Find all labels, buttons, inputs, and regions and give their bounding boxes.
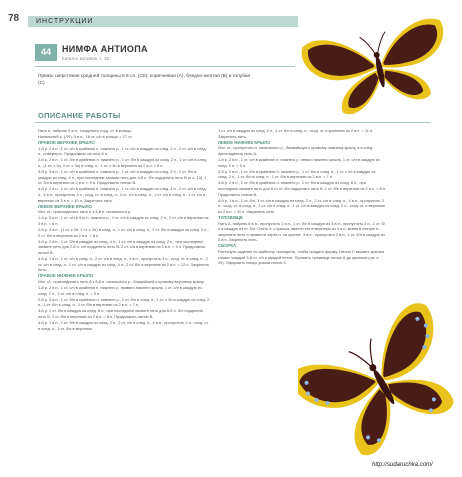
instruction-paragraph: 1-й р. 3 в.п., 1 ст. с/н в 4-ю п. нижнего р., 1 ст. с/н в каждую из след. 2 п., 2 ст. с/н в верхнюю из 3 в.п. = 6 п. <box>38 215 209 226</box>
instruction-paragraph: Растянуть изделие по шаблону, пропарить, чтобы придать форму. Нитью С вышить крылья глазки: каждый 3-й ст. с/н в каждой петле. Прошить туловище нитью А до крыльев (см. с. 25). Оформить концы усиков нитью С. <box>218 248 384 266</box>
butterfly-photo-bottom <box>298 300 462 465</box>
instruction-paragraph: 1-й р. 2 в.п., 1 ст. с/н в крайнюю п. нижнего р., 1 ст. с/н в каждую из след. 2 п., 2 ст. с/н в след. п., повернуть. Продолжать на этих 6 п. <box>38 145 207 157</box>
instruction-paragraph: 3-й р. 2 в.п., 1 ст. б/н в крайнюю п. нижнего р., 1 ст. б/н в каждую из след. 6 п., при последнем захвате нить для 6-го ст. б/н подцепить нить В, 1 ст. б/н в верхнюю из 2 в.п. = 8 п. Продолжить нитью В. <box>218 180 386 197</box>
subsection-heading: ЛЕВОЕ ВЕРХНЕЕ КРЫЛО <box>38 203 92 209</box>
instructions-right-column <box>218 128 386 266</box>
instruction-paragraph: 4-й р. 1 в.п., 1 ст. б/н в каждую из след. 2 п., 2 ст. с/н в след. п., 4 в.п., пропустить 2 п., сссд. ст. в след. п., 1 ст. б/н в верхнюю <box>38 320 209 331</box>
instruction-paragraph: 2-й р. 3 в.п., (1 ст. с 3н, 1 ст. с 2н) в след. п., 1 ст. с/н в след. п., 1 ст. б/н в каждую из след. 2 п., 2 ст. б/н в верхнюю из 2 в.п. = 8 п. <box>38 227 209 238</box>
butterfly-photo-top <box>298 10 458 122</box>
instruction-paragraph: Начальный р. (ЛЧ): 3 в.п., 16 ст. с/н в кольцо = 17 ст. <box>38 134 133 140</box>
instruction-paragraph: 1-й р. 2 в.п., 1 ст. с/н в крайнюю п. нижнего р. левого нижнего крыла, 1 ст. с/н в каждую из след. 2 п. = 5 п. <box>218 156 380 168</box>
instruction-paragraph: Изн. ст., присоединить нить А к 8-й п. начального р., ближайшей к правому верхнему крылу. <box>38 278 205 284</box>
project-number-badge: 44 <box>35 44 57 61</box>
header-section: ИНСТРУКЦИИ <box>36 18 94 25</box>
project-subtitle: Каталог мотивов, с. 32 <box>62 56 110 61</box>
instruction-paragraph: Нить А, набрать 5 в.п., соединить сссд. ст. в кольцо. <box>38 128 133 133</box>
instruction-paragraph: 1 ст. с/н в каждую из след. 2 п., 1 ст. б/н в след. п., сссд. ст. в крайнюю из 2 в.п. = 11 п. Закрепить нить. <box>218 128 374 139</box>
subsection-heading: СБОРКА <box>218 243 237 249</box>
instruction-paragraph: 2-й р. 2 в.п., 1 ст. б/н в крайнюю п. нижнего р., 1 ст. б/н в каждую из след. 2 п., 2 ст. с/н в след. п., (1 ст. с 2н, 1 ст. с 3н) в след. п., 1 ст. с 3н в верхнюю из 2 в.п. = 8 п. <box>38 157 208 169</box>
instruction-paragraph: 4-й р. 1 в.п., 1 ст. с/н в след. п., 2 ст. с/н в след. п., 4 в.п., пропустить 3 п., сссд. ст. в след. п., 2 ст. с/н в след. п., 1 ст. с/н в каждую из след. 4 п., 2 ст. б/н в верхнюю из 2 в.п. = 12 п. Закрепить нить. <box>38 256 210 273</box>
subsection-heading: ТУЛОВИЩЕ <box>218 214 243 220</box>
page-number: 78 <box>8 13 20 24</box>
instruction-paragraph: 3-й р. 2 в.п., 1 ст. б/н в каждую из след. 4 п., 1 ст. с/н в каждую из след. 2 п., при последнем захвате нить для 2-й п. с/н подцепить нить В, 2 ст. с/н в верхнюю из 3 в.п. = 9 п. Продолжить нитью В. <box>38 238 206 255</box>
instruction-paragraph: 1-й р. 2 в.п., 1 ст. с/н в крайнюю п. нижнего р. правого нижнего крыла, 1 ст. с/н в каждую из след. 2 п., 2 ст. с/н в след. п. = 5 п. <box>38 285 202 296</box>
subsection-heading: ПРАВОЕ НИЖНЕЕ КРЫЛО <box>38 273 94 279</box>
watermark-url: http://sudaruchka.com/ <box>372 462 433 468</box>
instruction-paragraph: Изн. ст., присоединить нить А к 4-й п. начального р. <box>38 209 132 215</box>
project-title: НИМФА АНТИОПА <box>62 44 148 54</box>
instruction-paragraph: 4-й р. 2 в.п., 1 ст. с/н в крайнюю п. нижнего р., 1 ст. с/н в каждую из след. 4 п., 2 ст. с/н в след. п., 4 в.п., пропустить 3 п., сссд. ст. в след. п., 2 ст. с/н в след. п., 1 ст. с/н в след. п., 1 ст. с/н в верхнюю из 3 в.п. = 10 п. Закрепить нить. <box>38 186 207 203</box>
subsection-heading: ПРАВОЕ ВЕРХНЕЕ КРЫЛО <box>38 140 95 146</box>
instruction-paragraph: 2-й р. 2 в.п., 1 ст. б/н в крайнюю п. нижнего р., 1 ст. б/н в след. п., 1 ст. с 2н в каждую из след. 2 п., 1 ст. б/н в след. п., 1 ст. б/н в верхнюю из 2 в.п. = 7 п. <box>38 296 210 308</box>
section-divider <box>35 122 430 123</box>
title-divider <box>35 66 295 67</box>
instruction-paragraph: 3-й р. 1 ст. б/н в каждую из след. 6 п., при последнем захвате нить для 6-й п. б/н подцепить нить В, 1 ст. б/н в верхнюю из 2 в.п. = 8 п. Продолжить нитью В. <box>38 308 204 319</box>
instruction-paragraph: Изн. ст., пропустить п. начального р., ближайшую к правому нижнему крылу, а в след. присоединить нить А. <box>218 145 374 156</box>
yarn-info: Пряжа: шерстяная средней толщины в 8 сл. (СК): коричневая (А), бледно-желтая (В) и голубая (С) <box>38 74 251 86</box>
instruction-paragraph: 2-й р. 2 в.п., 1 ст. б/н в крайнюю п. нижнего р., 1 ст. б/н в след. п., 1 ст. с 2н в каждую из след. 2 п., 1 ст. б/н в след. п., 1 ст. б/н в верхнюю из 2 в.п. = 7 п. <box>218 168 376 180</box>
instruction-paragraph: 4-й р. 1 в.п., 1 ст. б/н, 1 ст. с/н в каждую из след. 2 п., 2 ст. с/н в след. п., 4 в.п., пропустить 3 п., сссд. ст. в след. п., 2 ст. с/н в след. п., 1 ст. с/н в каждую из след. 2 п., сссд. ст. в верхнюю из 2 в.п. = 11 п. Закрепить нить. <box>218 197 385 214</box>
instruction-paragraph: 3-й р. 3 в.п., 1 ст. с/н в крайнюю п. нижнего р., 1 ст. с/н в каждую из след. 2 п., 1 ст. б/н в каждую из след. 4 п., при последнем захвате нить для 4-й п. б/н подцепить нить В (н с. 13). 1 ст. б/н в верхнюю из 2 в.п. = 9 п. Продолжить нитью В. <box>38 169 207 186</box>
instructions-left-column <box>38 128 210 332</box>
instruction-paragraph: Нить А, набрать 6 в.п., пропустить 2 в.п., 1 ст. б/н в каждую из 4 в.п., пропустить 4 п., 1 ст. б/н в каждую из ст. б/н. Снять п. с крючка, ввести его в верхнюю из 4 в.п. затем в снятую п., закрепить нить и провести через п. на крючке. 3 в.п., пропустить 2 в.п., 1 ст. б/н в каждую из 3 в.п. Закрепить нить. <box>218 220 385 243</box>
subsection-heading: ЛЕВОЕ НИЖНЕЕ КРЫЛО <box>218 139 271 145</box>
section-title: ОПИСАНИЕ РАБОТЫ <box>38 111 121 120</box>
